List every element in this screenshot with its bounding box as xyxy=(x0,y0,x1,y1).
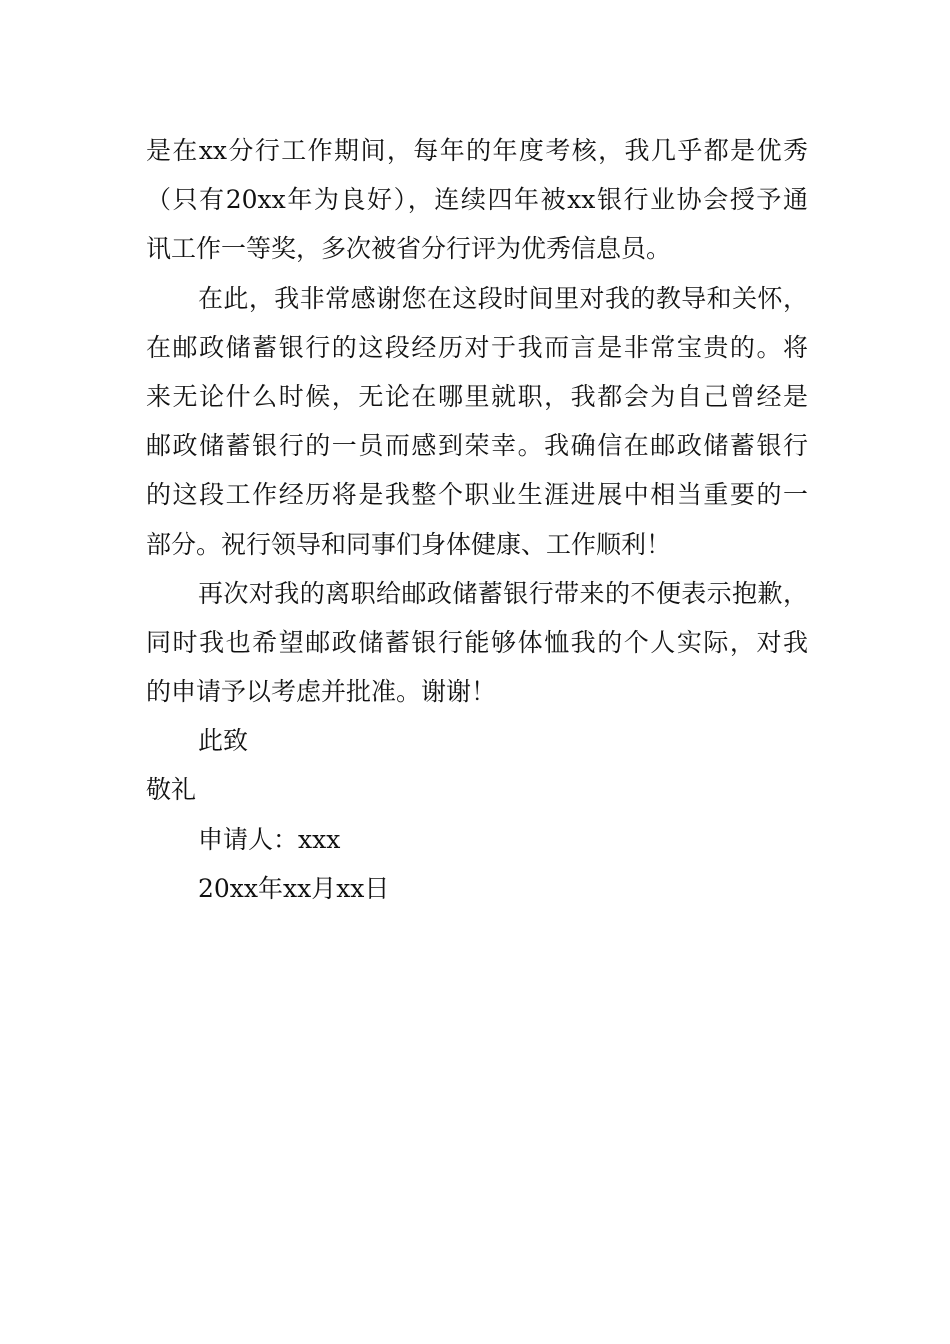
paragraph-line: 在邮政储蓄银行的这段经历对于我而言是非常宝贵的。将 xyxy=(146,332,808,362)
letter-date: 20xx年xx月xx日 xyxy=(198,873,390,903)
paragraph-line: 同时我也希望邮政储蓄银行能够体恤我的个人实际，对我 xyxy=(146,627,808,657)
paragraph-line: 在此，我非常感谢您在这段时间里对我的教导和关怀， xyxy=(198,283,808,313)
paragraph-line: 邮政储蓄银行的一员而感到荣幸。我确信在邮政储蓄银行 xyxy=(146,431,808,461)
paragraph-line: 是在xx分行工作期间，每年的年度考核，我几乎都是优秀 xyxy=(146,136,808,165)
paragraph-line: 再次对我的离职给邮政储蓄银行带来的不便表示抱歉， xyxy=(198,578,808,608)
paragraph-line: 讯工作一等奖，多次被省分行评为优秀信息员。 xyxy=(146,234,672,264)
letter-body xyxy=(146,126,808,913)
paragraph-line: 来无论什么时候，无论在哪里就职，我都会为自己曾经是 xyxy=(146,381,808,411)
paragraph-line: 的申请予以考虑并批准。谢谢！ xyxy=(146,677,497,707)
applicant-signature: 申请人：xxx xyxy=(198,824,341,854)
closing-regards: 敬礼 xyxy=(146,775,197,805)
paragraph-line: 部分。祝行领导和同事们身体健康、工作顺利！ xyxy=(146,529,672,559)
paragraph-line: 的这段工作经历将是我整个职业生涯进展中相当重要的一 xyxy=(146,480,808,510)
paragraph-line: （只有20xx年为良好），连续四年被xx银行业协会授予通 xyxy=(146,185,808,215)
closing-salutation: 此致 xyxy=(198,726,249,756)
